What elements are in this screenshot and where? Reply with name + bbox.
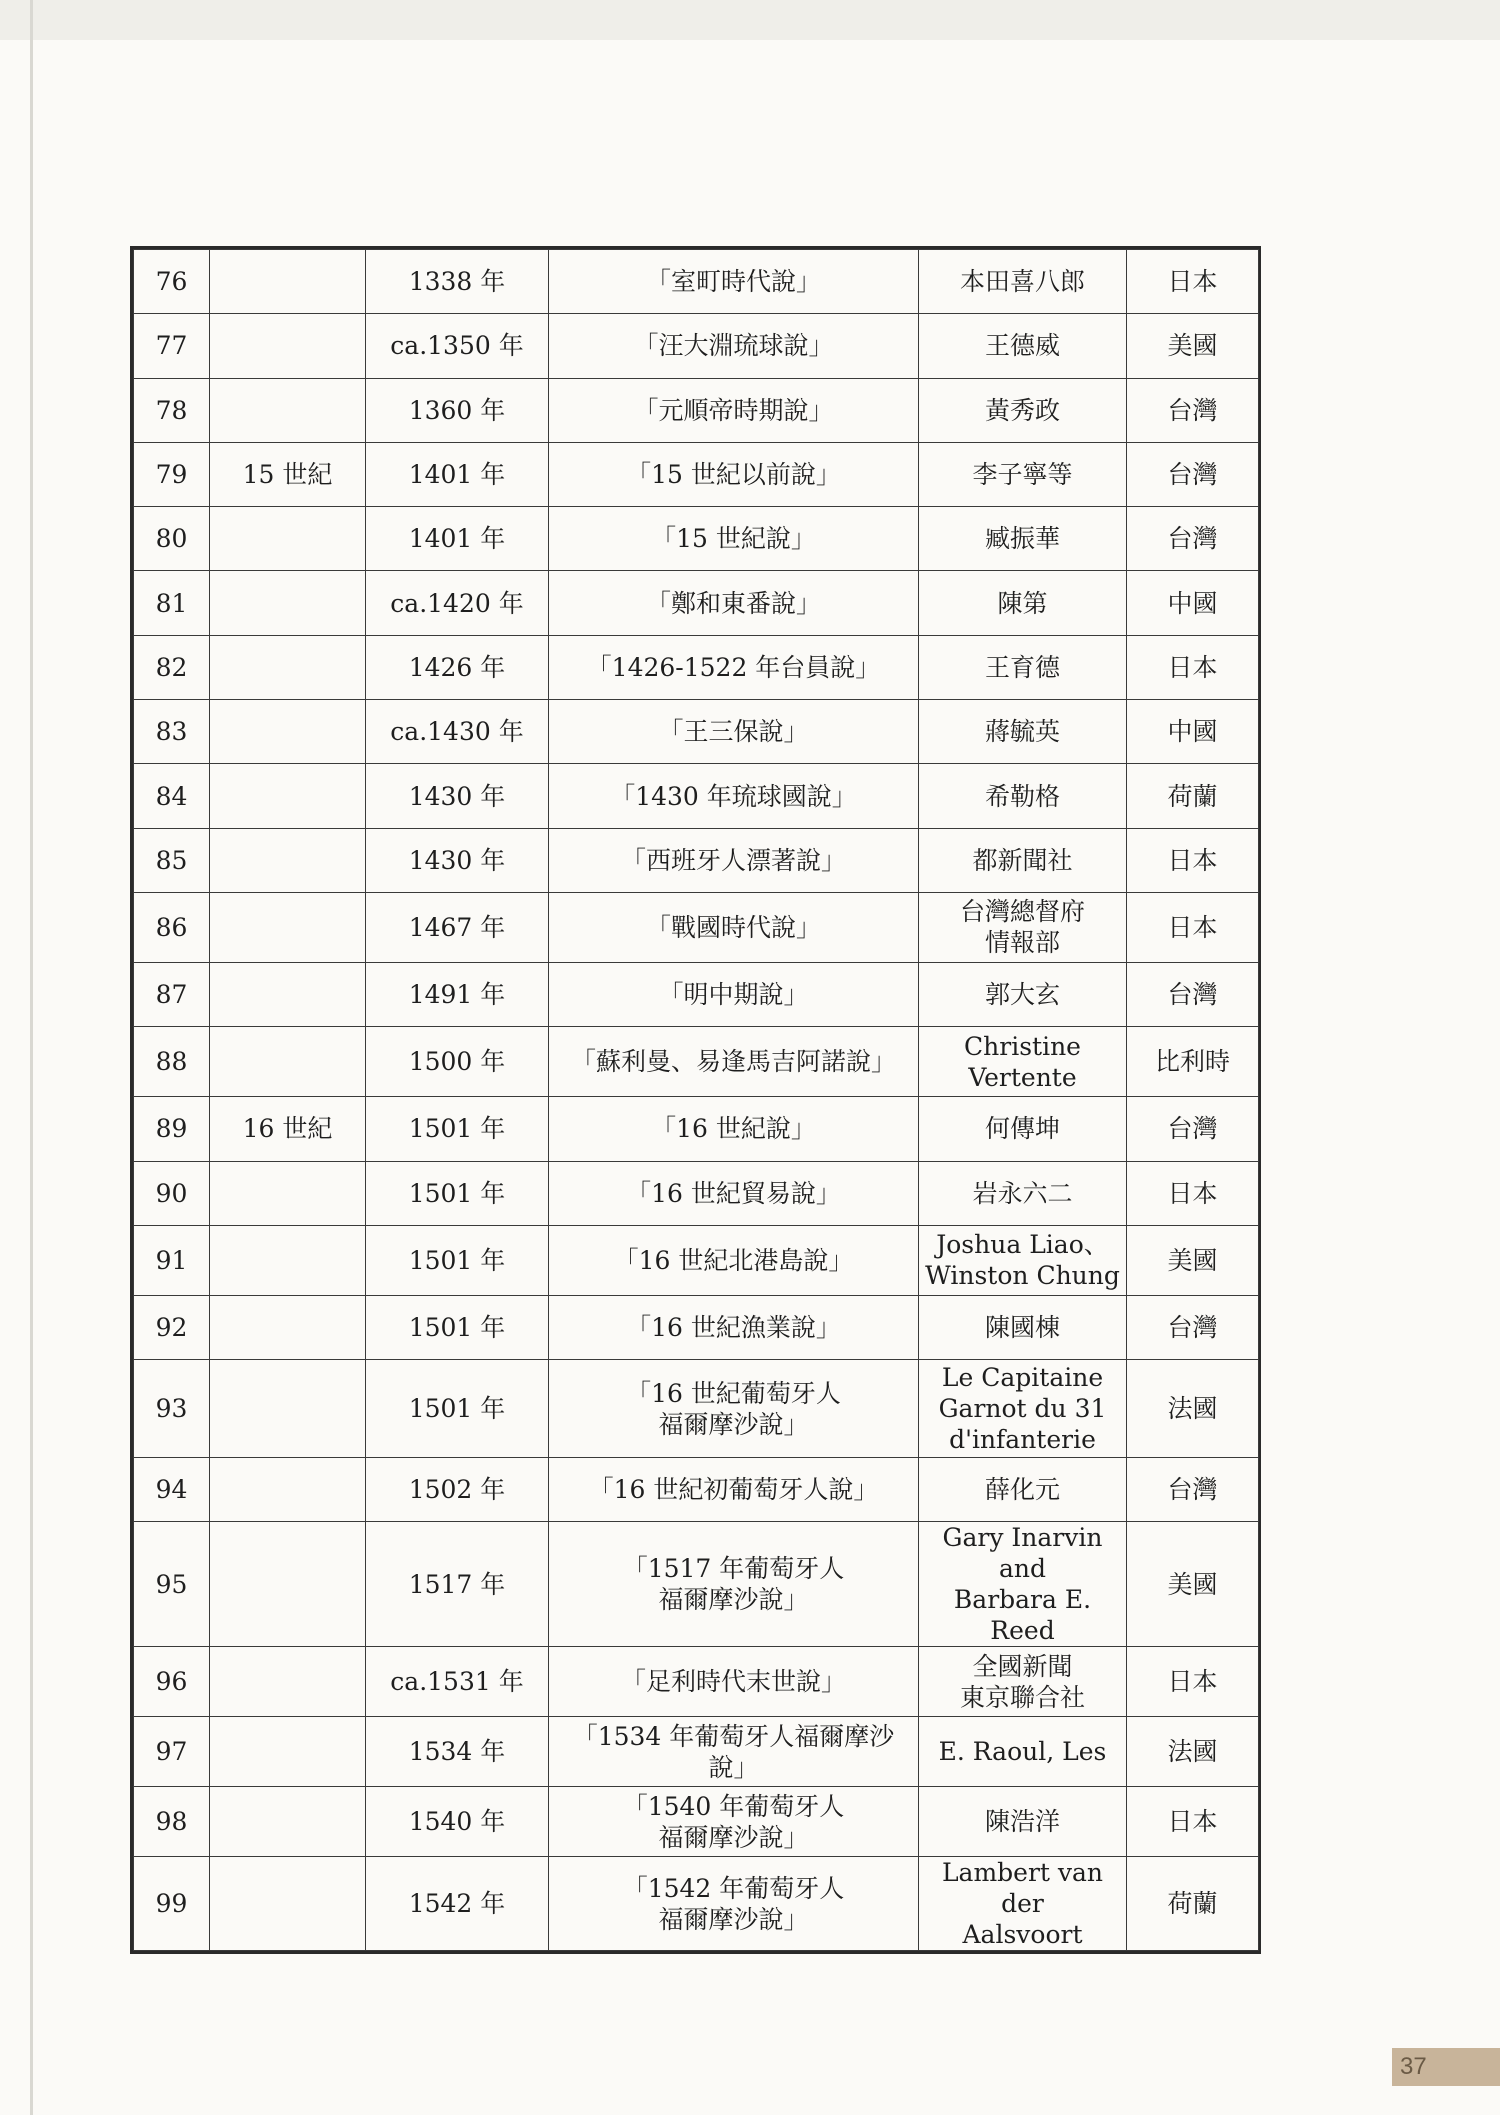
country-cell: 荷蘭 (1127, 764, 1259, 828)
table-row (134, 828, 1259, 892)
table-row (134, 1161, 1259, 1225)
country-cell: 台灣 (1127, 1295, 1259, 1359)
country-cell: 台灣 (1127, 442, 1259, 506)
proponent-cell: E. Raoul, Les (919, 1717, 1127, 1787)
country-cell: 美國 (1127, 314, 1259, 378)
proponent-cell: 陳第 (919, 571, 1127, 635)
theory-cell: 「16 世紀北港島說」 (549, 1225, 919, 1295)
row-number-cell: 99 (134, 1857, 210, 1951)
century-cell (210, 1647, 366, 1717)
year-cell: 1401 年 (366, 442, 549, 506)
theory-cell: 「16 世紀貿易說」 (549, 1161, 919, 1225)
country-cell: 台灣 (1127, 378, 1259, 442)
proponent-cell: 陳浩洋 (919, 1787, 1127, 1857)
proponent-cell: 本田喜八郎 (919, 250, 1127, 314)
table-row (134, 1225, 1259, 1295)
century-cell (210, 1458, 366, 1522)
century-cell (210, 507, 366, 571)
century-cell (210, 828, 366, 892)
country-cell: 台灣 (1127, 1097, 1259, 1161)
country-cell: 日本 (1127, 635, 1259, 699)
table-row (134, 764, 1259, 828)
year-cell: 1501 年 (366, 1360, 549, 1458)
table-row (134, 1295, 1259, 1359)
year-cell: 1542 年 (366, 1857, 549, 1951)
century-cell (210, 700, 366, 764)
proponent-cell: Lambert van der Aalsvoort (919, 1857, 1127, 1951)
row-number-cell: 96 (134, 1647, 210, 1717)
row-number-cell: 84 (134, 764, 210, 828)
proponent-cell: 王德威 (919, 314, 1127, 378)
table-row (134, 962, 1259, 1026)
table-body (134, 250, 1259, 1951)
theory-cell: 「戰國時代說」 (549, 892, 919, 962)
country-cell: 日本 (1127, 1787, 1259, 1857)
country-cell: 日本 (1127, 1647, 1259, 1717)
year-cell: ca.1350 年 (366, 314, 549, 378)
row-number-cell: 95 (134, 1522, 210, 1647)
theory-cell: 「1426-1522 年台員說」 (549, 635, 919, 699)
row-number-cell: 94 (134, 1458, 210, 1522)
century-cell (210, 1225, 366, 1295)
row-number-cell: 86 (134, 892, 210, 962)
row-number-cell: 80 (134, 507, 210, 571)
theory-cell: 「16 世紀初葡萄牙人說」 (549, 1458, 919, 1522)
century-cell (210, 1857, 366, 1951)
century-cell (210, 1027, 366, 1097)
row-number-cell: 89 (134, 1097, 210, 1161)
country-cell: 法國 (1127, 1717, 1259, 1787)
country-cell: 台灣 (1127, 507, 1259, 571)
theory-table (130, 246, 1261, 1954)
row-number-cell: 85 (134, 828, 210, 892)
year-cell: 1338 年 (366, 250, 549, 314)
proponent-cell: Gary Inarvin and Barbara E. Reed (919, 1522, 1127, 1647)
theory-cell: 「1517 年葡萄牙人 福爾摩沙說」 (549, 1522, 919, 1647)
century-cell (210, 635, 366, 699)
theory-cell: 「1542 年葡萄牙人 福爾摩沙說」 (549, 1857, 919, 1951)
year-cell: 1501 年 (366, 1097, 549, 1161)
year-cell: 1426 年 (366, 635, 549, 699)
country-cell: 中國 (1127, 700, 1259, 764)
row-number-cell: 87 (134, 962, 210, 1026)
year-cell: 1491 年 (366, 962, 549, 1026)
page-left-edge (30, 0, 33, 2115)
theory-cell: 「汪大淵琉球說」 (549, 314, 919, 378)
row-number-cell: 77 (134, 314, 210, 378)
proponent-cell: Le Capitaine Garnot du 31 d'infanterie (919, 1360, 1127, 1458)
table-row (134, 635, 1259, 699)
theory-cell: 「足利時代末世說」 (549, 1647, 919, 1717)
country-cell: 台灣 (1127, 1458, 1259, 1522)
table-row (134, 1647, 1259, 1717)
table-row (134, 892, 1259, 962)
table-row (134, 1522, 1259, 1647)
table-row (134, 700, 1259, 764)
row-number-cell: 79 (134, 442, 210, 506)
proponent-cell: 臧振華 (919, 507, 1127, 571)
theory-cell: 「15 世紀說」 (549, 507, 919, 571)
century-cell (210, 962, 366, 1026)
table-row (134, 1458, 1259, 1522)
row-number-cell: 90 (134, 1161, 210, 1225)
proponent-cell: 薛化元 (919, 1458, 1127, 1522)
country-cell: 法國 (1127, 1360, 1259, 1458)
table-row (134, 507, 1259, 571)
proponent-cell: 李子寧等 (919, 442, 1127, 506)
row-number-cell: 93 (134, 1360, 210, 1458)
century-cell (210, 892, 366, 962)
row-number-cell: 81 (134, 571, 210, 635)
proponent-cell: 台灣總督府 情報部 (919, 892, 1127, 962)
theory-cell: 「16 世紀漁業說」 (549, 1295, 919, 1359)
table-row (134, 1360, 1259, 1458)
theory-table-grid (133, 249, 1259, 1951)
century-cell (210, 1522, 366, 1647)
year-cell: 1517 年 (366, 1522, 549, 1647)
table-row (134, 314, 1259, 378)
theory-cell: 「西班牙人漂著說」 (549, 828, 919, 892)
year-cell: 1500 年 (366, 1027, 549, 1097)
proponent-cell: 郭大玄 (919, 962, 1127, 1026)
proponent-cell: 全國新聞 東京聯合社 (919, 1647, 1127, 1717)
row-number-cell: 91 (134, 1225, 210, 1295)
proponent-cell: 何傳坤 (919, 1097, 1127, 1161)
table-row (134, 1857, 1259, 1951)
year-cell: 1430 年 (366, 764, 549, 828)
century-cell (210, 571, 366, 635)
row-number-cell: 98 (134, 1787, 210, 1857)
theory-cell: 「王三保說」 (549, 700, 919, 764)
table-row (134, 571, 1259, 635)
country-cell: 日本 (1127, 892, 1259, 962)
year-cell: 1501 年 (366, 1161, 549, 1225)
table-row (134, 1787, 1259, 1857)
year-cell: 1430 年 (366, 828, 549, 892)
row-number-cell: 76 (134, 250, 210, 314)
country-cell: 荷蘭 (1127, 1857, 1259, 1951)
century-cell (210, 314, 366, 378)
table-row (134, 1717, 1259, 1787)
century-cell (210, 1787, 366, 1857)
row-number-cell: 92 (134, 1295, 210, 1359)
page-number: 37 (1392, 2048, 1500, 2086)
country-cell: 日本 (1127, 828, 1259, 892)
theory-cell: 「明中期說」 (549, 962, 919, 1026)
year-cell: 1502 年 (366, 1458, 549, 1522)
century-cell (210, 1161, 366, 1225)
theory-cell: 「室町時代說」 (549, 250, 919, 314)
proponent-cell: 岩永六二 (919, 1161, 1127, 1225)
table-row (134, 378, 1259, 442)
theory-cell: 「1430 年琉球國說」 (549, 764, 919, 828)
proponent-cell: 都新聞社 (919, 828, 1127, 892)
century-cell: 15 世紀 (210, 442, 366, 506)
country-cell: 比利時 (1127, 1027, 1259, 1097)
row-number-cell: 88 (134, 1027, 210, 1097)
year-cell: 1540 年 (366, 1787, 549, 1857)
year-cell: 1534 年 (366, 1717, 549, 1787)
theory-cell: 「元順帝時期說」 (549, 378, 919, 442)
century-cell (210, 1717, 366, 1787)
century-cell (210, 1360, 366, 1458)
year-cell: ca.1430 年 (366, 700, 549, 764)
proponent-cell: 黃秀政 (919, 378, 1127, 442)
proponent-cell: 陳國棟 (919, 1295, 1127, 1359)
country-cell: 台灣 (1127, 962, 1259, 1026)
year-cell: ca.1531 年 (366, 1647, 549, 1717)
theory-cell: 「15 世紀以前說」 (549, 442, 919, 506)
year-cell: 1360 年 (366, 378, 549, 442)
century-cell (210, 378, 366, 442)
theory-cell: 「16 世紀說」 (549, 1097, 919, 1161)
theory-cell: 「1540 年葡萄牙人 福爾摩沙說」 (549, 1787, 919, 1857)
proponent-cell: 希勒格 (919, 764, 1127, 828)
theory-cell: 「蘇利曼、易逢馬吉阿諾說」 (549, 1027, 919, 1097)
table-row (134, 1027, 1259, 1097)
century-cell (210, 250, 366, 314)
year-cell: 1501 年 (366, 1295, 549, 1359)
year-cell: 1467 年 (366, 892, 549, 962)
country-cell: 中國 (1127, 571, 1259, 635)
century-cell (210, 764, 366, 828)
proponent-cell: 王育德 (919, 635, 1127, 699)
theory-cell: 「1534 年葡萄牙人福爾摩沙 說」 (549, 1717, 919, 1787)
year-cell: 1401 年 (366, 507, 549, 571)
page-top-margin (0, 0, 1500, 40)
row-number-cell: 83 (134, 700, 210, 764)
country-cell: 日本 (1127, 250, 1259, 314)
year-cell: 1501 年 (366, 1225, 549, 1295)
country-cell: 美國 (1127, 1522, 1259, 1647)
country-cell: 美國 (1127, 1225, 1259, 1295)
proponent-cell: Joshua Liao、 Winston Chung (919, 1225, 1127, 1295)
theory-cell: 「鄭和東番說」 (549, 571, 919, 635)
table-row (134, 442, 1259, 506)
row-number-cell: 78 (134, 378, 210, 442)
country-cell: 日本 (1127, 1161, 1259, 1225)
year-cell: ca.1420 年 (366, 571, 549, 635)
row-number-cell: 82 (134, 635, 210, 699)
proponent-cell: Christine Vertente (919, 1027, 1127, 1097)
century-cell (210, 1295, 366, 1359)
row-number-cell: 97 (134, 1717, 210, 1787)
theory-cell: 「16 世紀葡萄牙人 福爾摩沙說」 (549, 1360, 919, 1458)
table-row (134, 1097, 1259, 1161)
century-cell: 16 世紀 (210, 1097, 366, 1161)
table-row (134, 250, 1259, 314)
proponent-cell: 蔣毓英 (919, 700, 1127, 764)
